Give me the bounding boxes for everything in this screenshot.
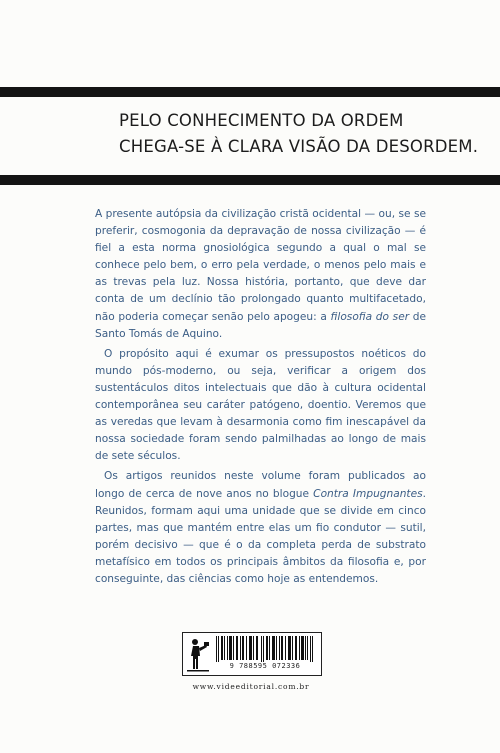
reader-figure-icon: [186, 636, 210, 672]
paragraph-1-text-a: A presente autópsia da civilização cristã ocidental — ou, se se preferir, cosmogonia da depravação de nossa civilização — é fiel a esta norma gnosiológica segundo a qual o mal se conhece pelo bem, o erro pela verdade, o menos pelo mais e as trevas pela luz. Nossa história, portanto, que deve dar conta de um declínio tão prolongado quanto multifacetado, não poderia começar senão pelo apogeu: a: [95, 208, 426, 323]
isbn-number: 9 788595 072336: [229, 662, 301, 670]
epigraph-heading: [119, 108, 479, 160]
paragraph-3-emphasis: Contra Impugnantes: [313, 487, 423, 500]
barcode-icon: [216, 636, 314, 662]
heading-line-2: CHEGA-SE À CLARA VISÃO DA DESORDEM.: [119, 137, 479, 156]
paragraph-3: [95, 468, 426, 588]
publisher-url: www.videeditorial.com.br: [192, 682, 310, 691]
back-cover-text: [95, 206, 426, 591]
paragraph-1: [95, 206, 426, 343]
paragraph-3-text-a: Os artigos reunidos neste volume foram publicados ao longo de cerca de nove anos no blogue: [95, 470, 426, 500]
top-black-rule: [0, 87, 500, 97]
paragraph-1-emphasis: filosofia do ser: [330, 310, 410, 323]
paragraph-2: O propósito aqui é exumar os pressupostos noéticos do mundo pós-moderno, ou seja, verificar a origem dos sustentáculos ditos intelectuais que dão à cultura ocidental contemporânea seu caráter patógeno, doentio. Veremos que as veredas que levam à desarmonia como fim inescapável da nossa sociedade foram sendo palmilhadas ao longo de mais de sete séculos.: [95, 347, 426, 463]
paragraph-1-text-b: de Santo Tomás de Aquino.: [95, 310, 426, 340]
heading-line-1: PELO CONHECIMENTO DA ORDEM: [119, 111, 404, 130]
bottom-black-rule: [0, 175, 500, 185]
paragraph-3-text-b: . Reunidos, formam aqui uma unidade que se divide em cinco partes, mas que mantém entre elas um fio condutor — sutil, porém decisivo — que é o da completa perda de substrato metafísico em todos os principais âmbitos da filosofia e, por conseguinte, das ciências como hoje as entendemos.: [95, 487, 426, 585]
